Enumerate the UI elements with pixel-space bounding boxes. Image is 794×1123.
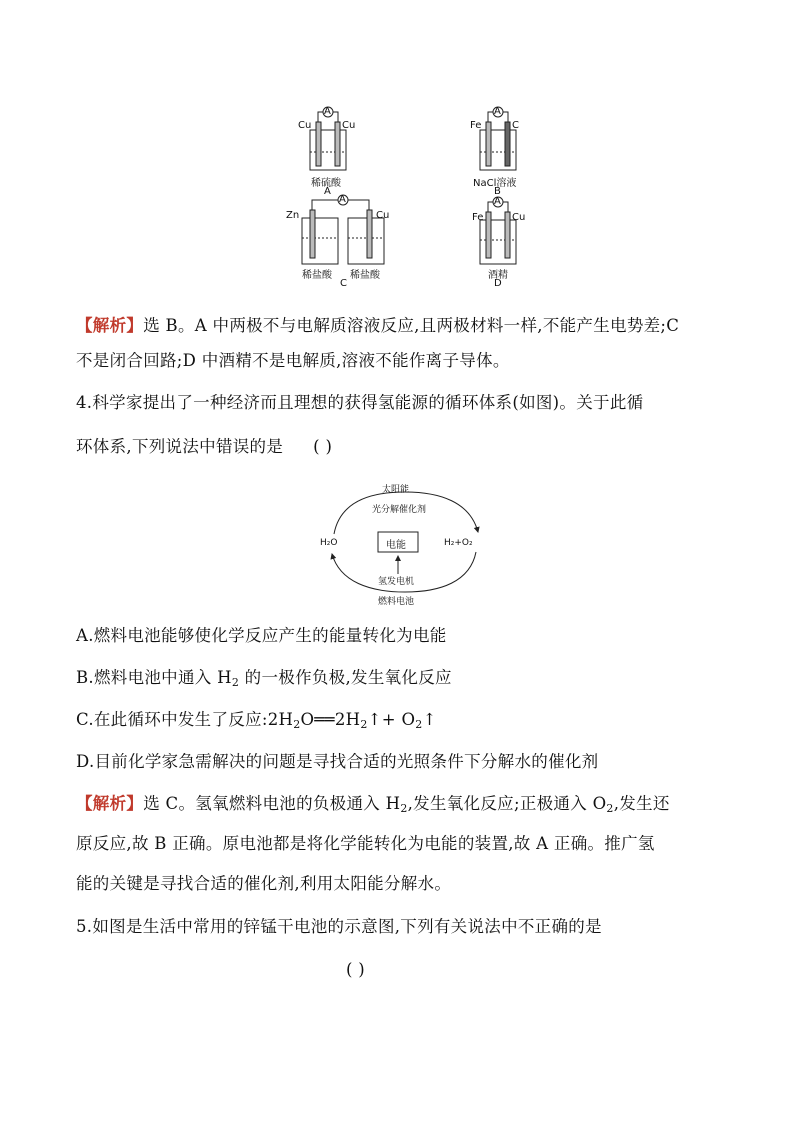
cycle-right-label: H₂+O₂: [444, 538, 473, 548]
setup-letter: D: [494, 278, 502, 289]
cycle-center-label: 电能: [386, 540, 406, 551]
cell-D: [480, 197, 516, 264]
answer-bracket: ( ): [346, 960, 366, 979]
analysis-tag: 【解析】: [76, 794, 144, 813]
solution-label: 酒精: [488, 270, 508, 281]
electrode-label: Cu: [512, 212, 526, 223]
setup-letter: B: [494, 186, 501, 197]
cycle-top-label-1: 太阳能: [382, 485, 410, 495]
electrode-label: Zn: [286, 210, 300, 221]
option-c: C.在此循环中发生了反应$:2H_2O══2H_2↑+$ $O_2↑$: [76, 710, 437, 731]
cycle-bottom-label-1: 氢发电机: [378, 577, 415, 587]
galvanic-cells-figure: [280, 100, 560, 295]
setup-letter: C: [340, 278, 347, 289]
electrode-label: Fe: [470, 120, 482, 131]
answer-bracket: ( ): [313, 437, 333, 456]
electrode-label: C: [512, 120, 519, 131]
electrode-label: Cu: [298, 120, 312, 131]
analysis-1-line-2: 不是闭合回路;D 中酒精不是电解质,溶液不能作离子导体。: [76, 351, 510, 370]
analysis-2-line-3: 能的关键是寻找合适的催化剂,利用太阳能分解水。: [76, 874, 452, 893]
electrode-label: Cu: [376, 210, 390, 221]
cell-C: [302, 195, 384, 264]
analysis-2-line-2: 原反应,故 B 正确。原电池都是将化学能转化为电能的装置,故 A 正确。推广氢: [76, 834, 655, 853]
solution-label: 稀盐酸: [350, 270, 380, 281]
hydrogen-cycle-diagram: [320, 478, 490, 608]
analysis-tag: 【解析】: [76, 316, 144, 335]
question-4-line-2: 环体系,下列说法中错误的是 ( ): [76, 437, 333, 456]
electrode-label: Fe: [472, 212, 484, 223]
setup-letter: A: [324, 186, 331, 197]
question-4-line-1: 4.科学家提出了一种经济而且理想的获得氢能源的循环体系(如图)。关于此循: [76, 393, 644, 412]
option-b: B.燃料电池中通入 $H_2$ 的一极作负极,发生氧化反应: [76, 668, 452, 689]
analysis-2-line-1: 【解析】选 C。氢氧燃料电池的负极通入 $H_2$,发生氧化反应;正极通入 $O_2$,发生还: [76, 794, 670, 815]
solution-label: NaCl溶液: [473, 178, 517, 189]
solution-label: 稀盐酸: [302, 270, 332, 281]
ammeter-label-b: A: [494, 106, 501, 117]
analysis-1-line-1: 【解析】选 B。A 中两极不与电解质溶液反应,且两极材料一样,不能产生电势差;C: [76, 316, 680, 335]
solution-label: 稀硫酸: [311, 178, 341, 189]
cycle-bottom-label-2: 燃料电池: [378, 597, 415, 607]
ammeter-label-a: A: [324, 106, 331, 117]
cycle-left-label: H₂O: [320, 538, 338, 548]
ammeter-label-c: A: [339, 194, 346, 205]
cycle-top-label-2: 光分解催化剂: [372, 505, 427, 515]
ammeter-label-d: A: [494, 196, 501, 207]
question-5-line-1: 5.如图是生活中常用的锌锰干电池的示意图,下列有关说法中不正确的是: [76, 917, 602, 936]
electrode-label: Cu: [342, 120, 356, 131]
option-d: D.目前化学家急需解决的问题是寻找合适的光照条件下分解水的催化剂: [76, 752, 599, 771]
option-a: A.燃料电池能够使化学反应产生的能量转化为电能: [76, 626, 447, 645]
